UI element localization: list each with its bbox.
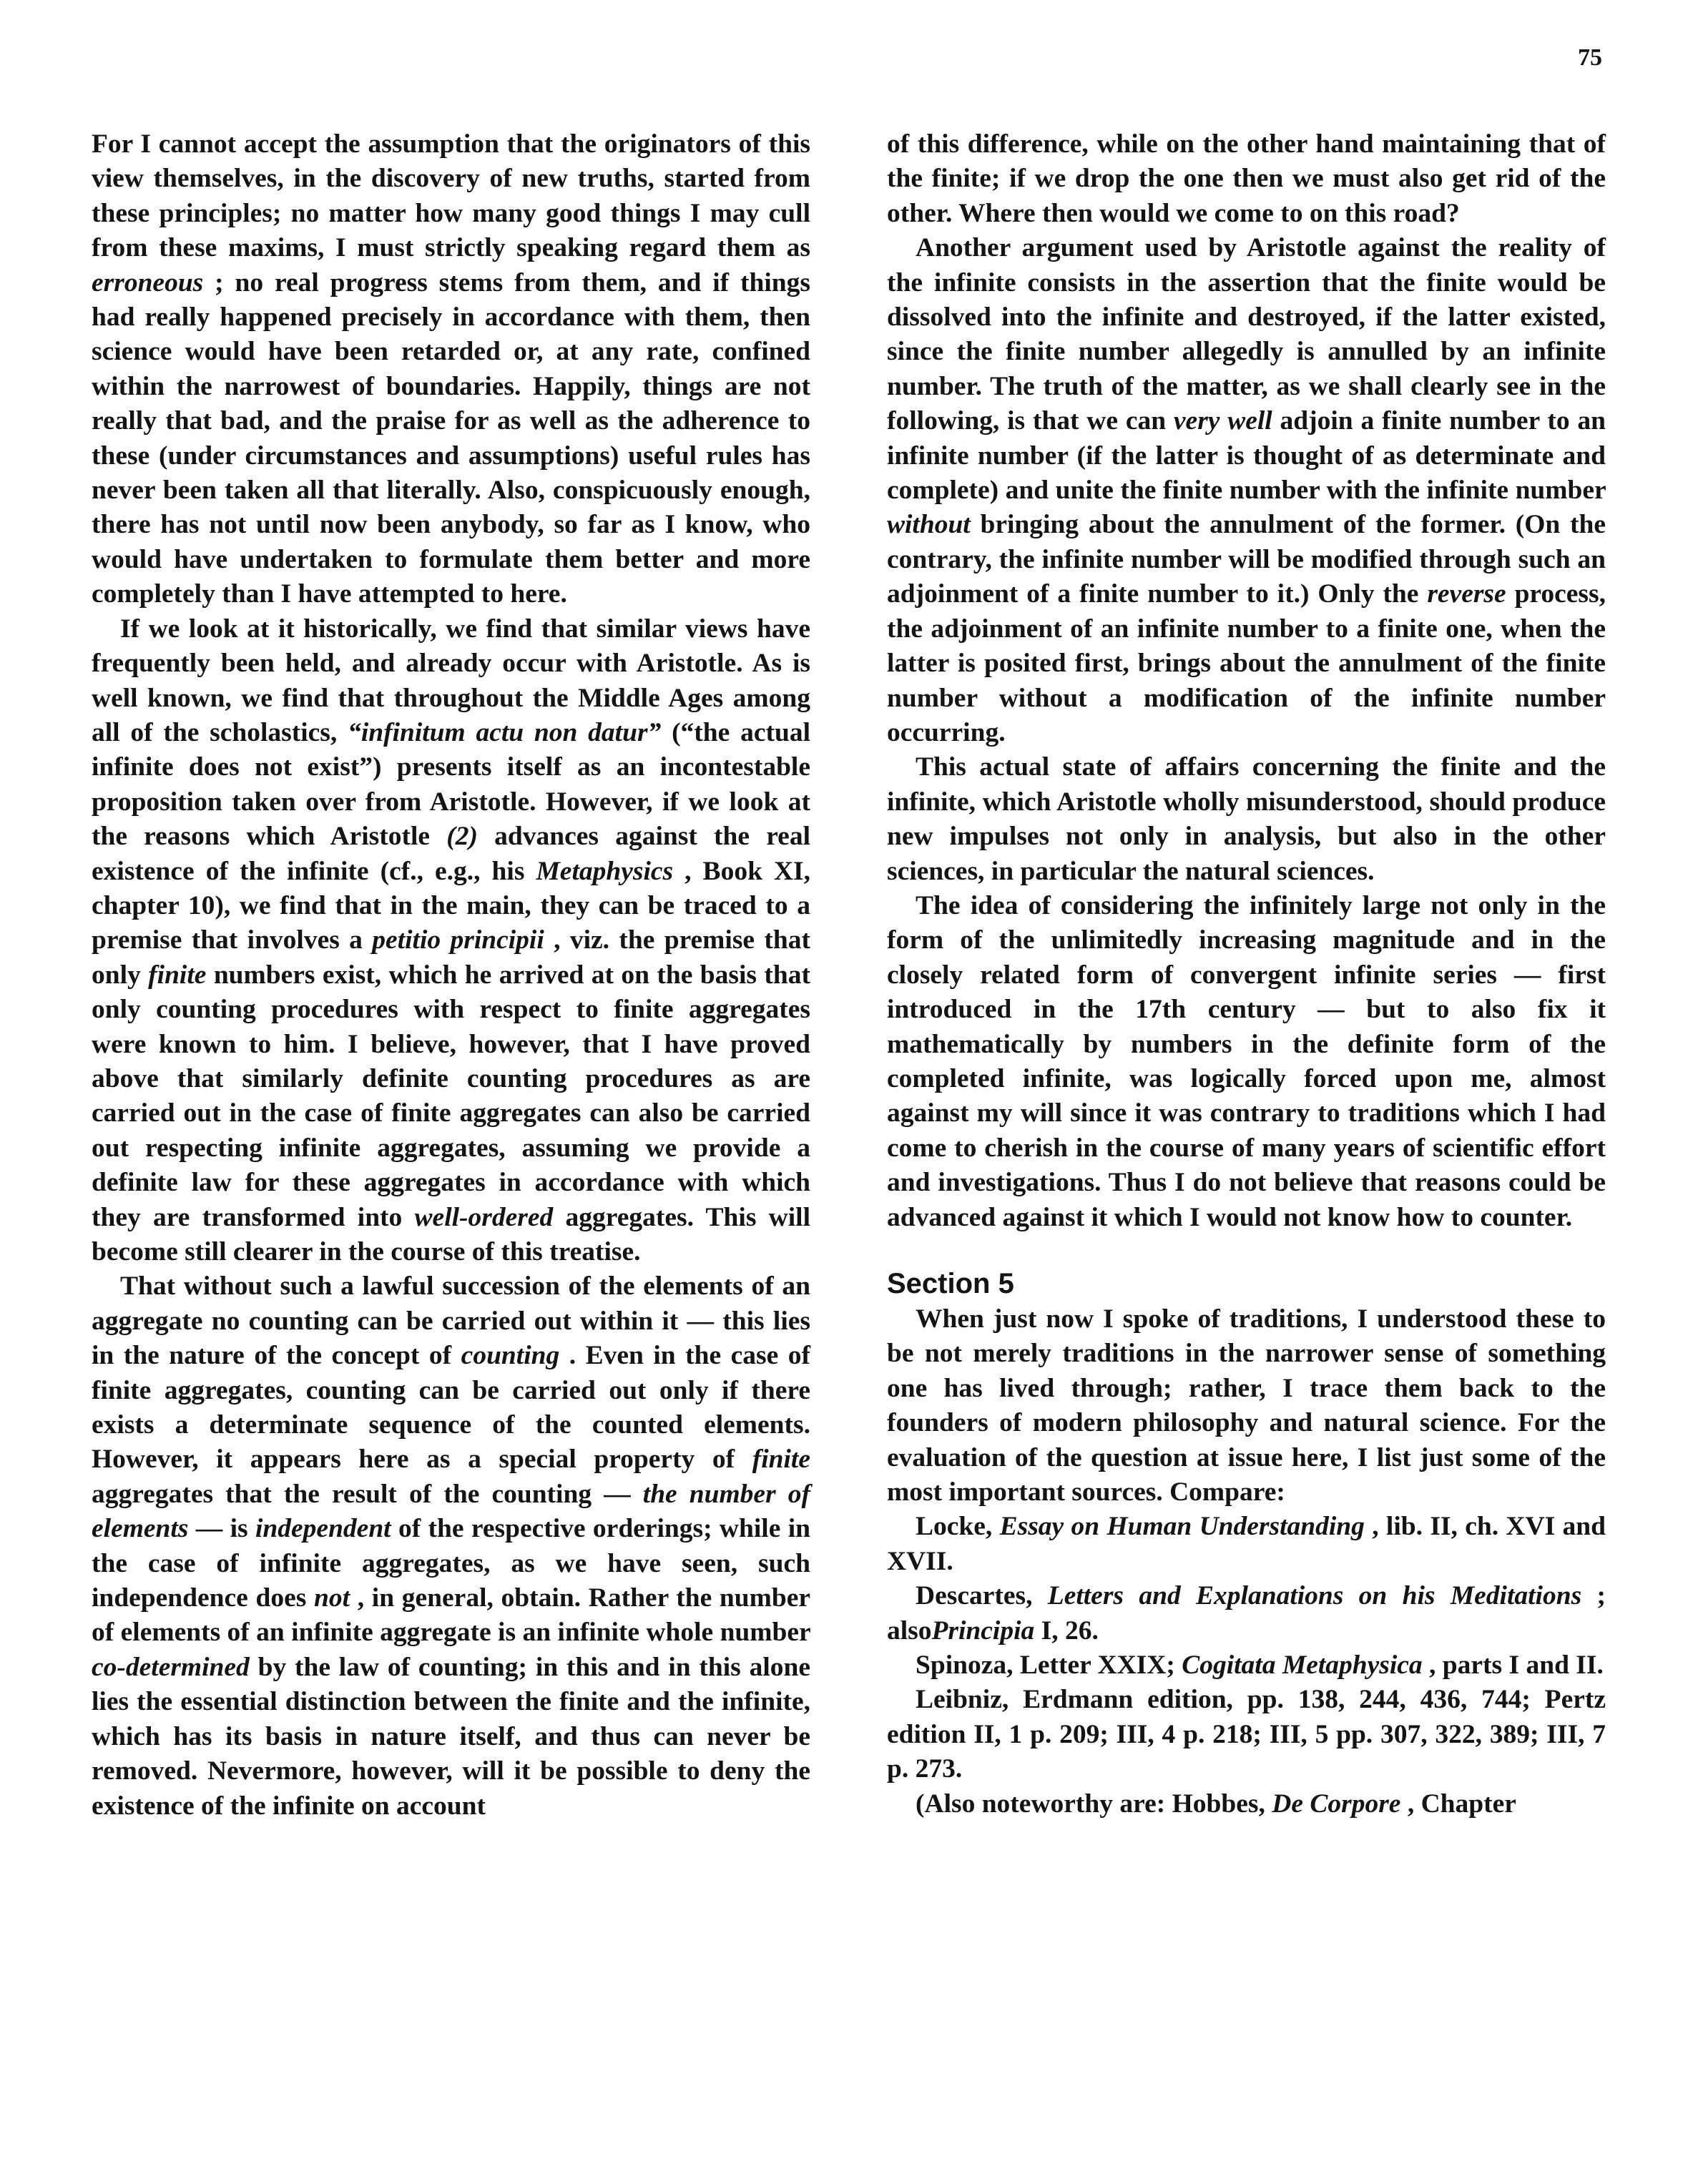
paragraph-infinitely-large: The idea of considering the infinitely large not only in the form of the unlimitedly increasing magnitude and in the closely related form of convergent infinite series — first introduced in the 17th century — but to also fix it mathematically by numbers in the definite form of the completed infinite, was logically forced upon me, almost against my will since it was contrary to traditions which I had come to cherish in the course of many years of scientific effort and investigations. Thus I do not believe that reasons could be advanced against it which I would not know how to counter. [887, 890, 1606, 1232]
source-spinoza: Spinoza, Letter XXIX; Cogitata Metaphysica , parts I and II. [916, 1651, 1604, 1681]
section-heading: Section 5 [887, 1268, 1014, 1299]
paragraph-aristotle-history: If we look at it historically, we find that similar views have frequently been held, and already occur with Aristotle. As is well known, we find that throughout the Middle Ages among all of the scholastics, “infinitum actu non datur” (“the actual infinite does not exist”) presents itself as an incontestable proposition taken over from Aristotle. However, if we look at the reasons which Aristotle (2) advances against the real existence of the infinite (cf., e.g., his Metaphysics , Book XI, chapter 10), we find that in the main, they can be traced to a premise that involves a petitio principii , viz. the premise that only finite numbers exist, which he arrived at on the basis that only counting procedures with respect to finite aggregates were known to him. I believe, however, that I have proved above that similarly definite counting procedures as are carried out in the case of finite aggregates can also be carried out respecting infinite aggregates, assuming we provide a definite law for these aggregates in accordance with which they are transformed into well-ordered aggregates. This will become still clearer in the course of this treatise. [92, 614, 811, 1266]
left-column [92, 127, 810, 1824]
paragraph-traditions: When just now I spoke of traditions, I understood these to be not merely traditions in the narrower sense of something one has lived through; rather, I trace them back to the founders of modern philosophy and natural science. For the evaluation of the question at issue here, I list just some of the most important sources. Compare: [887, 1304, 1606, 1507]
paragraph-continuation-right: of this difference, while on the other hand maintaining that of the finite; if we drop the one then we must also get rid of the other. Where then would we come to on this road? [887, 129, 1606, 228]
paragraph-continuation: For I cannot accept the assumption that the originators of this view themselves, in the discovery of new truths, started from these principles; no matter how many good things I may cull from these maxims, I must strictly speaking regard them as erroneous ; no real progress stems from them, and if things had really happened precisely in accordance with them, then science would have been retarded or, at any rate, confined within the narrowest of boundaries. Happily, things are not really that bad, and the praise for as well as the adherence to these (under circumstances and assumptions) useful rules has never been taken all that literally. Also, conspicuously enough, there has not until now been anybody, so far as I know, who would have undertaken to formulate them better and more completely than I have attempted to here. [92, 129, 810, 609]
source-hobbes: (Also noteworthy are: Hobbes, De Corpore , Chapter [916, 1789, 1516, 1819]
paragraph-another-argument: Another argument used by Aristotle against the reality of the infinite consists in the assertion that the finite would be dissolved into the infinite and destroyed, if the latter existed, since the finite number allegedly is annulled by an infinite number. The truth of the matter, as we shall clearly see in the following, is that we can very well adjoin a finite number to an infinite number (if the latter is thought of as determinate and complete) and unite the finite number with the infinite number without bringing about the annulment of the former. (On the contrary, the infinite number will be modified through such an adjoinment of a finite number to it.) Only the reverse process, the adjoinment of an infinite number to a finite one, when the latter is posited first, brings about the annulment of the finite number without a modification of the infinite number occurring. [887, 233, 1606, 747]
paragraph-state-of-affairs: This actual state of affairs concerning the finite and the infinite, which Aristotle wholly misunderstood, should produce new impulses not only in analysis, but also in the other sciences, in particular the natural sciences. [887, 752, 1606, 886]
source-leibniz: Leibniz, Erdmann edition, pp. 138, 244, 436, 744; Pertz edition II, 1 p. 209; III, 4 p. 218; III, 5 pp. 307, 322, 389; III, 7 p. 273. [887, 1685, 1606, 1784]
source-descartes: Descartes, Letters and Explanations on his Meditations ; alsoPrincipia I, 26. [887, 1581, 1606, 1646]
paragraph-counting: That without such a lawful succession of the elements of an aggregate no counting can be carried out within it — this lies in the nature of the concept of counting . Even in the case of finite aggregates, counting can be carried out only if there exists a determinate sequence of the counted elements. However, it appears here as a special property of finite aggregates that the result of the counting — the number of elements — is independent of the respective orderings; while in the case of infinite aggregates, as we have seen, such independence does not , in general, obtain. Rather the number of elements of an infinite aggregate is an infinite whole number co-determined by the law of counting; in this and in this alone lies the essential distinction between the finite and the infinite, which has its basis in nature itself, and thus can never be removed. Nevermore, however, will it be possible to deny the existence of the infinite on account [92, 1271, 811, 1821]
source-locke: Locke, Essay on Human Understanding , lib. II, ch. XVI and XVII. [887, 1512, 1606, 1576]
page-number: 75 [1578, 44, 1602, 71]
right-column [887, 127, 1606, 1821]
